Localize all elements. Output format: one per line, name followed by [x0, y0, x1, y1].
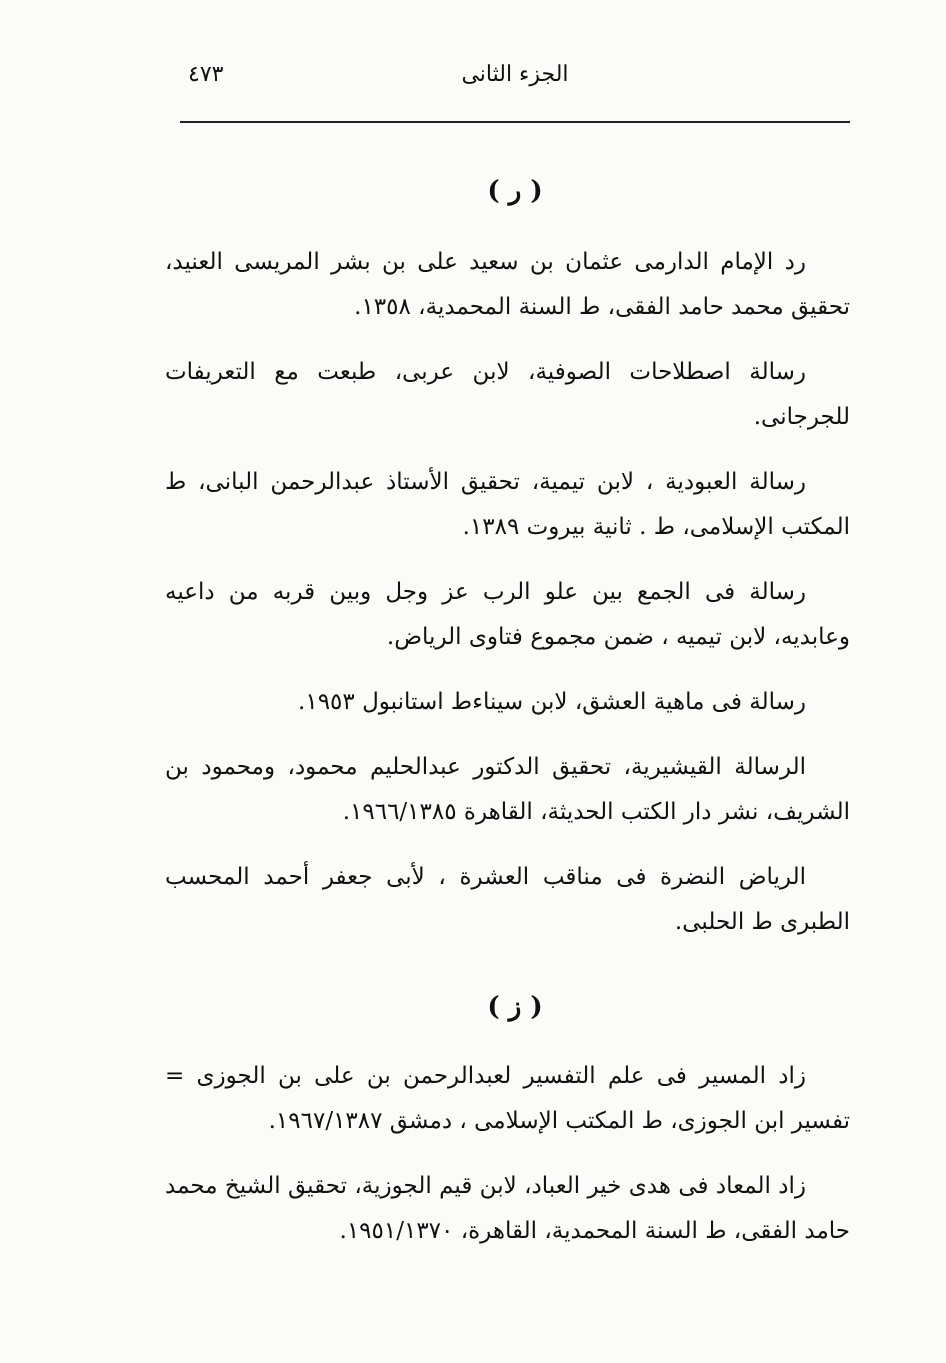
bibliography-entry: رسالة اصطلاحات الصوفية، لابن عربى، طبعت مع التعريفات للجرجانى.	[165, 359, 850, 430]
section-zay-entries	[165, 1054, 850, 1254]
page-header	[180, 58, 850, 98]
header-rule	[180, 121, 850, 123]
section-heading-zay: ( ز )	[487, 992, 543, 1022]
bibliography-entry: زاد المسير فى علم التفسير لعبدالرحمن بن على بن الجوزى = تفسير ابن الجوزى، ط المكتب الإسلامى ، دمشق ١٩٦٧/١٣٨٧.	[165, 1063, 850, 1134]
page-number: ٤٧٣	[188, 62, 224, 87]
running-title: الجزء الثانى	[461, 62, 569, 87]
bibliography-entry: الرياض النضرة فى مناقب العشرة ، لأبى جعفر أحمد المحسب الطبرى ط الحلبى.	[165, 864, 850, 935]
section-heading-ra: ( ر )	[487, 176, 543, 206]
bibliography-entry: رسالة فى الجمع بين علو الرب عز وجل وبين قربه من داعيه وعابديه، لابن تيميه ، ضمن مجموع فتاوى الرياض.	[165, 579, 850, 650]
bibliography-entry: الرسالة القيشيرية، تحقيق الدكتور عبدالحليم محمود، ومحمود بن الشريف، نشر دار الكتب الحديثة، القاهرة ١٩٦٦/١٣٨٥.	[165, 754, 850, 825]
bibliography-entry: رسالة فى ماهية العشق، لابن سيناءط استانبول ١٩٥٣.	[298, 689, 806, 715]
bibliography-entry: زاد المعاد فى هدى خير العباد، لابن قيم الجوزية، تحقيق الشيخ محمد حامد الفقى، ط السنة المحمدية، القاهرة، ١٩٥١/١٣٧٠.	[165, 1173, 850, 1244]
bibliography-entry: رد الإمام الدارمى عثمان بن سعيد على بن بشر المريسى العنيد، تحقيق محمد حامد الفقى، ط السنة المحمدية، ١٣٥٨.	[165, 249, 850, 320]
section-ra-entries	[165, 240, 850, 945]
bibliography-entry: رسالة العبودية ، لابن تيمية، تحقيق الأستاذ عبدالرحمن البانى، ط المكتب الإسلامى، ط . ثانية بيروت ١٣٨٩.	[165, 469, 850, 540]
